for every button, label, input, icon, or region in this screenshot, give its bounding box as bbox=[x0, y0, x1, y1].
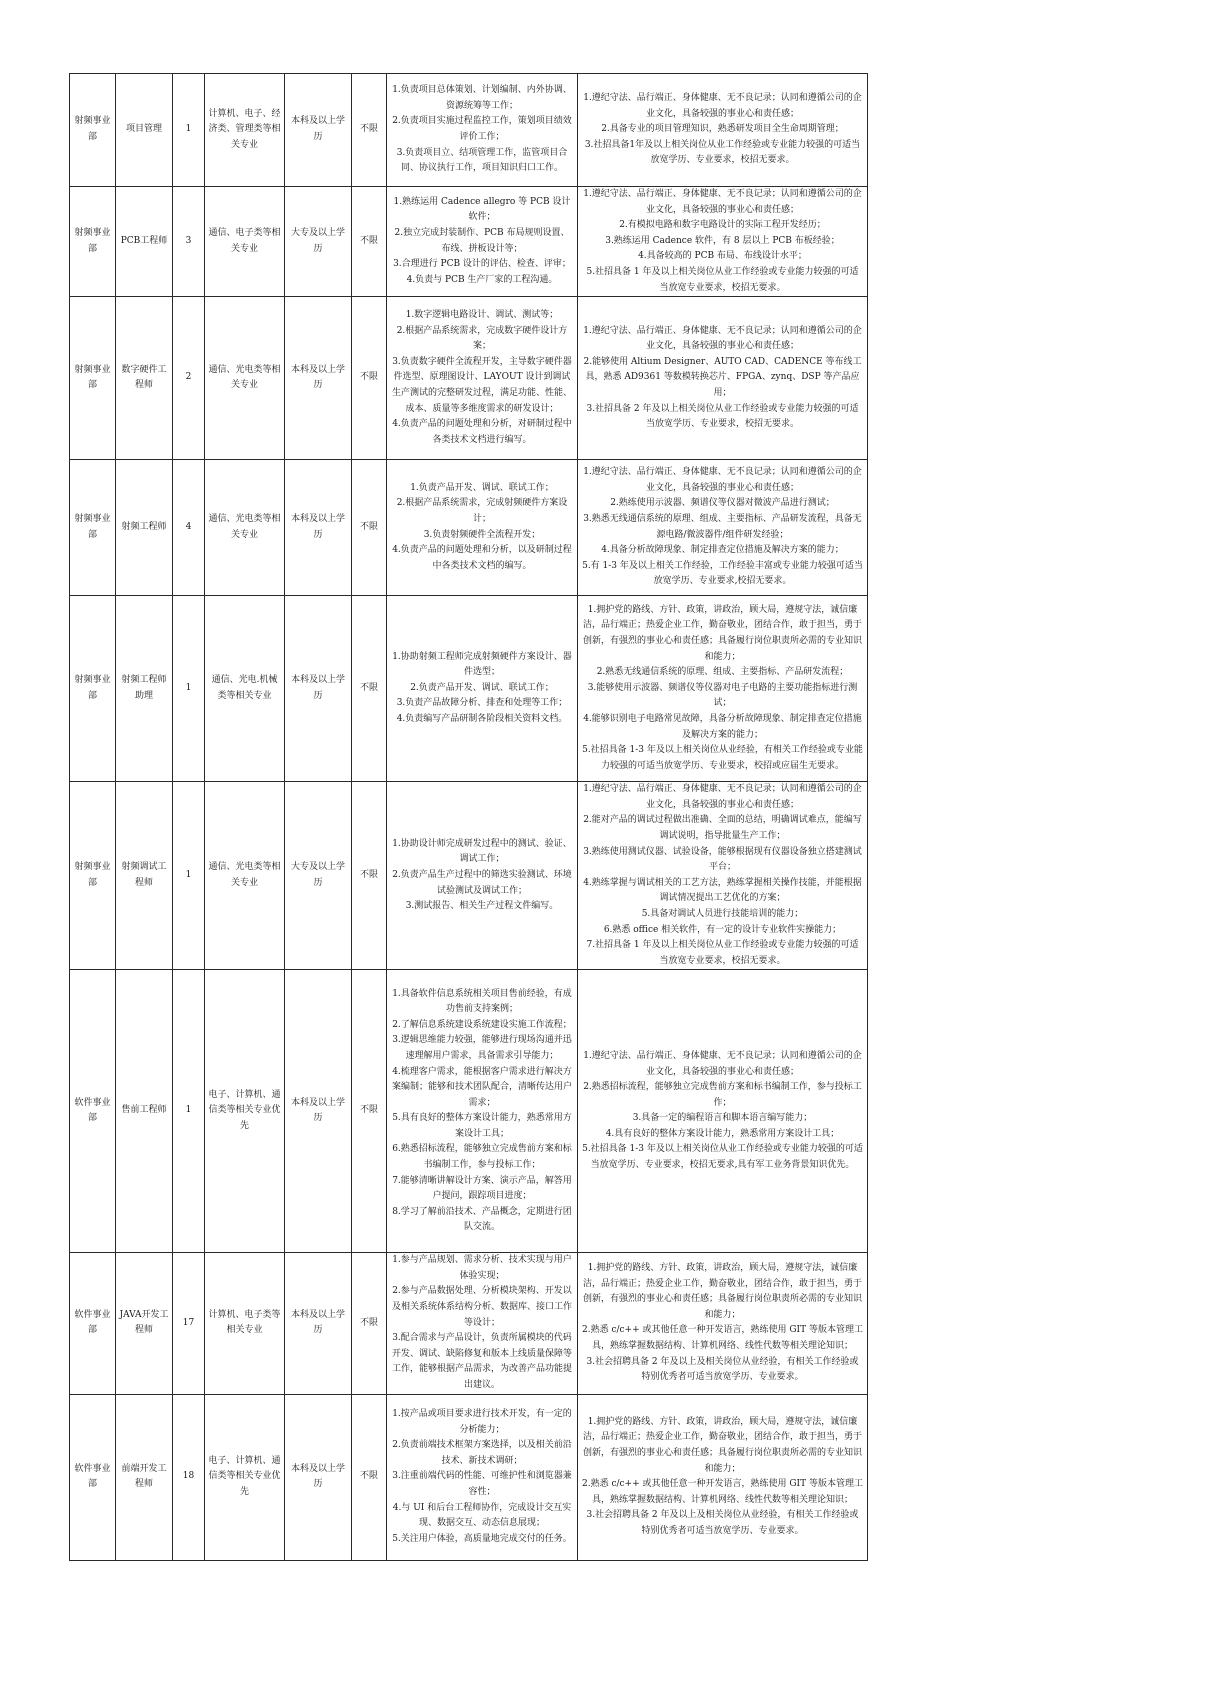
requirement-line: 2.有模拟电路和数字电路设计的实际工程开发经历； bbox=[619, 220, 826, 231]
cell-major: 计算机、电子类等相关专业 bbox=[205, 1253, 285, 1394]
table-row bbox=[70, 1253, 868, 1394]
cell-age: 不限 bbox=[352, 1253, 387, 1394]
requirement-line: 1.遵纪守法、品行端正、身体健康、无不良记录；认同和遵循公司的企业文化，具备较强的事业心和责任感； bbox=[583, 325, 862, 352]
cell-requirements bbox=[578, 1253, 868, 1394]
duty-line: 3.负责项目立、结项管理工作，监管项目合同、协议执行工作，项目知识归口工作。 bbox=[396, 147, 568, 174]
cell-age: 不限 bbox=[352, 970, 387, 1253]
duty-line: 2.参与产品数据处理、分析模块架构、开发以及相关系统体系结构分析、数据库、接口工作等设计； bbox=[391, 1286, 572, 1328]
cell-duties bbox=[387, 74, 578, 187]
cell-age: 不限 bbox=[352, 460, 387, 596]
cell-position: 射频工程师助理 bbox=[116, 596, 173, 782]
duty-line: 2.负责项目实施过程监控工作，策划项目绩效评价工作； bbox=[392, 116, 572, 142]
duty-line: 7.能够清晰讲解设计方案、演示产品，解答用户提问，跟踪项目进度； bbox=[392, 1175, 572, 1202]
duty-line: 3.配合需求与产品设计，负责所属模块的代码开发、调试、缺陷修复和版本上线质量保障等工作，能够根据产品需求，为改善产品功能提出建议。 bbox=[391, 1333, 572, 1391]
cell-headcount: 1 bbox=[173, 596, 205, 782]
duty-line: 4.负责产品的问题处理和分析，以及研制过程中各类技术文档的编写。 bbox=[392, 545, 572, 571]
cell-position: 项目管理 bbox=[116, 74, 173, 187]
duty-line: 2.负责前端技术框架方案选择，以及相关前沿技术、新技术调研； bbox=[392, 1440, 572, 1466]
duty-line: 4.负责与 PCB 生产厂家的工程沟通。 bbox=[406, 274, 558, 285]
cell-education: 大专及以上学历 bbox=[285, 187, 352, 297]
requirement-line: 5.有 1-3 年及以上相关工作经验，工作经验丰富或专业能力较强可适当放宽学历、专业要求,校招无要求。 bbox=[582, 560, 863, 587]
cell-duties bbox=[387, 1253, 578, 1394]
cell-position: 射频工程师 bbox=[116, 460, 173, 596]
requirement-line: 5.社招具备 1 年及以上相关岗位从业工作经验或专业能力较强的可适当放宽专业要求，校招无要求。 bbox=[586, 266, 859, 293]
cell-department: 射频事业部 bbox=[70, 596, 116, 782]
cell-department: 射频事业部 bbox=[70, 460, 116, 596]
requirement-line: 1.拥护党的路线、方针、政策，讲政治，顾大局，遵规守法，诚信廉洁，品行端正；热爱企业工作，勤奋敬业，团结合作，敢于担当，勇于创新，有强烈的事业心和责任感；具备履行岗位职责所必需的专业知识和能力； bbox=[582, 1263, 862, 1320]
cell-age: 不限 bbox=[352, 782, 387, 970]
requirement-line: 2.熟练使用示波器、频谱仪等仪器对微波产品进行测试； bbox=[610, 498, 835, 509]
requirement-line: 2.能够使用 Altium Designer、AUTO CAD、CADENCE 等布线工具，熟悉 AD9361 等数模转换芯片、FPGA、zynq、DSP 等产品应用； bbox=[583, 356, 862, 398]
requirement-line: 3.熟悉无线通信系统的原理、组成、主要指标、产品研发流程，具备无源电路/微波器件/组件研发经验； bbox=[583, 514, 862, 540]
duty-line: 1.负责产品开发、调试、联试工作； bbox=[410, 482, 554, 493]
cell-requirements bbox=[578, 596, 868, 782]
requirement-line: 1.遵纪守法、品行端正、身体健康、无不良记录；认同和遵循公司的企业文化，具备较强的事业心和责任感； bbox=[583, 467, 862, 493]
duty-line: 1.熟练运用 Cadence allegro 等 PCB 设计软件； bbox=[393, 196, 571, 223]
duty-line: 4.梳理客户需求，能根据客户需求进行解决方案编制；能够和技术团队配合，清晰传达用户需求； bbox=[391, 1066, 572, 1108]
requirement-line: 1.遵纪守法、品行端正、身体健康、无不良记录；认同和遵循公司的企业文化，具备较强的事业心和责任感； bbox=[583, 189, 862, 215]
duty-line: 4.负责编写产品研制各阶段相关资料文档。 bbox=[396, 714, 568, 725]
cell-major: 电子、计算机、通信类等相关专业优先 bbox=[205, 1394, 285, 1560]
cell-major: 通信、光电.机械类等相关专业 bbox=[205, 596, 285, 782]
cell-education: 本科及以上学历 bbox=[285, 1394, 352, 1560]
requirement-line: 4.能够识别电子电路常见故障，具备分析故障现象、制定排查定位措施及解决方案的能力； bbox=[583, 714, 862, 740]
cell-duties bbox=[387, 596, 578, 782]
cell-duties bbox=[387, 297, 578, 460]
cell-duties bbox=[387, 187, 578, 297]
requirement-line: 3.熟练运用 Cadence 软件，有 8 层以上 PCB 布板经验； bbox=[605, 235, 840, 246]
requirement-line: 6.熟悉 office 相关软件，有一定的设计专业软件实操能力； bbox=[603, 924, 842, 935]
requirement-line: 1.拥护党的路线、方针、政策，讲政治，顾大局，遵规守法，诚信廉洁，品行端正；热爱企业工作，勤奋敬业，团结合作，敢于担当，勇于创新，有强烈的事业心和责任感；具备履行岗位职责所必需的专业知识和能力； bbox=[582, 1416, 862, 1474]
duty-line: 1.协助设计师完成研发过程中的测试、验证、调试工作； bbox=[392, 838, 572, 865]
cell-duties bbox=[387, 782, 578, 970]
table-row bbox=[70, 74, 868, 187]
cell-department: 软件事业部 bbox=[70, 1253, 116, 1394]
cell-education: 本科及以上学历 bbox=[285, 970, 352, 1253]
requirement-line: 3.社招具备1年及以上相关岗位从业工作经验或专业能力较强的可适当放宽学历、专业要求，校招无要求。 bbox=[584, 139, 861, 166]
cell-duties bbox=[387, 460, 578, 596]
cell-education: 大专及以上学历 bbox=[285, 782, 352, 970]
requirement-line: 2.熟悉招标流程，能够独立完成售前方案和标书编制工作，参与投标工作； bbox=[583, 1082, 862, 1108]
requirement-line: 2.熟悉 c/c++ 或其他任意一种开发语言，熟练使用 GIT 等版本管理工具，熟练掌握数据结构、计算机网络、线性代数等相关理论知识； bbox=[582, 1325, 863, 1352]
cell-requirements bbox=[578, 970, 868, 1253]
table-row bbox=[70, 970, 868, 1253]
duty-line: 3.注重前端代码的性能、可维护性和浏览器兼容性； bbox=[392, 1471, 572, 1497]
requirement-line: 2.熟悉 c/c++ 或其他任意一种开发语言，熟练使用 GIT 等版本管理工具，熟练掌握数据结构、计算机网络、线性代数等相关理论知识； bbox=[582, 1479, 863, 1505]
duty-line: 3.逻辑思维能力较强，能够进行现场沟通并迅速理解用户需求，具备需求引导能力； bbox=[392, 1035, 572, 1061]
cell-headcount: 1 bbox=[173, 74, 205, 187]
requirement-line: 1.遵纪守法、品行端正、身体健康、无不良记录；认同和遵循公司的企业文化，具备较强的事业心和责任感； bbox=[583, 93, 862, 119]
cell-department: 软件事业部 bbox=[70, 970, 116, 1253]
cell-age: 不限 bbox=[352, 297, 387, 460]
requirement-line: 2.具备专业的项目管理知识，熟悉研发项目全生命周期管理； bbox=[601, 124, 844, 135]
cell-department: 射频事业部 bbox=[70, 187, 116, 297]
cell-requirements bbox=[578, 782, 868, 970]
duty-line: 1.具备软件信息系统相关项目售前经验，有成功售前支持案例； bbox=[392, 988, 572, 1015]
cell-education: 本科及以上学历 bbox=[285, 460, 352, 596]
requirement-line: 1.遵纪守法、品行端正、身体健康、无不良记录；认同和遵循公司的企业文化，具备较强的事业心和责任感； bbox=[583, 784, 862, 810]
cell-major: 通信、电子类等相关专业 bbox=[205, 187, 285, 297]
cell-position: PCB工程师 bbox=[116, 187, 173, 297]
cell-headcount: 17 bbox=[173, 1253, 205, 1394]
duty-line: 3.负责射频硬件全流程开发； bbox=[423, 529, 541, 540]
duty-line: 2.了解信息系统建设系统建设实施工作流程； bbox=[392, 1019, 572, 1030]
cell-position: 数字硬件工程师 bbox=[116, 297, 173, 460]
cell-duties bbox=[387, 1394, 578, 1560]
cell-major: 计算机、电子、经济类、管理类等相关专业 bbox=[205, 74, 285, 187]
requirement-line: 7.社招具备 1 年及以上相关岗位从业工作经验或专业能力较强的可适当放宽专业要求，校招无要求。 bbox=[586, 940, 859, 966]
duty-line: 2.独立完成封装制作、PCB 布局规则设置、布线、拼板设计等； bbox=[394, 227, 570, 254]
table-row bbox=[70, 596, 868, 782]
requirement-line: 3.能够使用示波器、频谱仪等仪器对电子电路的主要功能指标进行测试； bbox=[587, 682, 858, 709]
cell-headcount: 3 bbox=[173, 187, 205, 297]
requirement-line: 4.具备分析故障现象、制定排查定位措施及解决方案的能力； bbox=[601, 545, 844, 556]
requirement-line: 4.具备较高的 PCB 布局、布线设计水平； bbox=[638, 251, 807, 262]
cell-position: 前端开发工程师 bbox=[116, 1394, 173, 1560]
cell-requirements bbox=[578, 1394, 868, 1560]
duty-line: 3.合理进行 PCB 设计的评估、检查、评审； bbox=[393, 259, 571, 270]
cell-department: 射频事业部 bbox=[70, 782, 116, 970]
cell-age: 不限 bbox=[352, 187, 387, 297]
requirement-line: 4.熟练掌握与调试相关的工艺方法，熟练掌握相关操作技能，并能根据调试情况提出工艺优化的方案； bbox=[583, 877, 862, 904]
cell-age: 不限 bbox=[352, 596, 387, 782]
cell-headcount: 1 bbox=[173, 782, 205, 970]
cell-department: 射频事业部 bbox=[70, 74, 116, 187]
duty-line: 1.数字逻辑电路设计、调试、测试等； bbox=[405, 309, 559, 320]
cell-education: 本科及以上学历 bbox=[285, 1253, 352, 1394]
cell-major: 通信、光电类等相关专业 bbox=[205, 460, 285, 596]
cell-headcount: 2 bbox=[173, 297, 205, 460]
cell-requirements bbox=[578, 74, 868, 187]
requirement-line: 1.遵纪守法、品行端正、身体健康、无不良记录；认同和遵循公司的企业文化，具备较强的事业心和责任感； bbox=[583, 1050, 862, 1077]
cell-department: 软件事业部 bbox=[70, 1394, 116, 1560]
recruitment-table bbox=[69, 73, 868, 1561]
table-row bbox=[70, 297, 868, 460]
requirement-line: 1.拥护党的路线、方针、政策，讲政治，顾大局，遵规守法，诚信廉洁，品行端正；热爱企业工作，勤奋敬业，团结合作，敢于担当，勇于创新，有强烈的事业心和责任感；具备履行岗位职责所必需的专业知识和能力； bbox=[582, 604, 862, 662]
duty-line: 2.负责产品开发、调试、联试工作； bbox=[410, 682, 554, 693]
duty-line: 4.与 UI 和后台工程师协作，完成设计交互实现、数据交互、动态信息展现； bbox=[392, 1502, 572, 1529]
requirement-line: 2.能对产品的调试过程做出准确、全面的总结，明确调试难点，能编写调试说明，指导批量生产工作； bbox=[583, 815, 862, 841]
cell-headcount: 18 bbox=[173, 1394, 205, 1560]
duty-line: 8.学习了解前沿技术、产品概念，定期进行团队交流。 bbox=[392, 1206, 572, 1233]
cell-major: 电子、计算机、通信类等相关专业优先 bbox=[205, 970, 285, 1253]
table-row bbox=[70, 460, 868, 596]
duty-line: 2.根据产品系统需求，完成射频硬件方案设计； bbox=[396, 498, 568, 525]
requirement-line: 3.具备一定的编程语言和脚本语言编写能力； bbox=[632, 1113, 813, 1124]
requirement-line: 5.社招具备 1-3 年及以上相关岗位从业经验，有相关工作经验或专业能力较强的可适当放宽学历、专业要求，校招或应届生无要求。 bbox=[582, 745, 863, 771]
requirement-line: 3.熟练使用测试仪器、试验设备，能够根据现有仪器设备独立搭建测试平台； bbox=[583, 846, 862, 873]
duty-line: 4.负责产品的问题处理和分析，对研制过程中各类技术文档进行编写。 bbox=[392, 419, 572, 445]
recruitment-page bbox=[69, 73, 867, 1561]
requirement-line: 2.熟悉无线通信系统的原理、组成、主要指标、产品研发流程； bbox=[596, 667, 849, 678]
duty-line: 1.按产品或项目要求进行技术开发，有一定的分析能力； bbox=[392, 1408, 572, 1435]
requirement-line: 4.具有良好的整体方案设计能力，熟悉常用方案设计工具； bbox=[605, 1128, 840, 1139]
cell-age: 不限 bbox=[352, 74, 387, 187]
duty-line: 5.具有良好的整体方案设计能力，熟悉常用方案设计工具； bbox=[392, 1113, 572, 1139]
cell-education: 本科及以上学历 bbox=[285, 297, 352, 460]
requirement-line: 5.具备对调试人员进行技能培训的能力； bbox=[641, 908, 804, 919]
cell-department: 射频事业部 bbox=[70, 297, 116, 460]
cell-headcount: 1 bbox=[173, 970, 205, 1253]
cell-education: 本科及以上学历 bbox=[285, 74, 352, 187]
duty-line: 3.测试报告、相关生产过程文件编写。 bbox=[405, 901, 559, 912]
requirement-line: 3.社招具备 2 年及以上相关岗位从业工作经验或专业能力较强的可适当放宽学历、专业要求，校招无要求。 bbox=[586, 403, 859, 430]
cell-education: 本科及以上学历 bbox=[285, 596, 352, 782]
duty-line: 5.关注用户体验，高质量地完成交付的任务。 bbox=[392, 1533, 572, 1544]
duty-line: 2.根据产品系统需求，完成数字硬件设计方案； bbox=[396, 325, 568, 352]
requirement-line: 5.社招具备 1-3 年及以上相关岗位从业工作经验或专业能力较强的可适当放宽学历、专业要求，校招无要求,具有军工业务背景知识优先。 bbox=[582, 1144, 863, 1171]
cell-position: 射频调试工程师 bbox=[116, 782, 173, 970]
duty-line: 1.参与产品规划、需求分析、技术实现与用户体验实现； bbox=[392, 1255, 572, 1281]
duty-line: 1.负责项目总体策划、计划编制、内外协调、资源统筹等工作； bbox=[392, 85, 572, 111]
duty-line: 6.熟悉招标流程，能够独立完成售前方案和标书编制工作，参与投标工作； bbox=[392, 1144, 572, 1171]
cell-major: 通信、光电类等相关专业 bbox=[205, 782, 285, 970]
duty-line: 3.负责产品故障分析、排查和处理等工作； bbox=[396, 698, 568, 709]
cell-requirements bbox=[578, 297, 868, 460]
requirement-line: 3.社会招聘具备 2 年及以上及相关岗位从业经验，有相关工作经验或特别优秀者可适当放宽学历、专业要求。 bbox=[586, 1510, 859, 1536]
cell-position: 售前工程师 bbox=[116, 970, 173, 1253]
cell-requirements bbox=[578, 187, 868, 297]
cell-age: 不限 bbox=[352, 1394, 387, 1560]
cell-position: JAVA开发工程师 bbox=[116, 1253, 173, 1394]
table-row bbox=[70, 1394, 868, 1560]
table-row bbox=[70, 782, 868, 970]
duty-line: 3.负责数字硬件全流程开发，主导数字硬件器件选型、原理图设计、LAYOUT 设计到调试生产测试的完整研发过程，满足功能、性能、成本、质量等多维度需求的研发设计； bbox=[391, 356, 572, 414]
duty-line: 2.负责产品生产过程中的筛选实验测试、环境试验测试及调试工作； bbox=[392, 869, 572, 896]
duty-line: 1.协助射频工程师完成射频硬件方案设计、器件选型； bbox=[392, 651, 572, 678]
table-row bbox=[70, 187, 868, 297]
cell-duties bbox=[387, 970, 578, 1253]
cell-headcount: 4 bbox=[173, 460, 205, 596]
requirement-line: 3.社会招聘具备 2 年及以上及相关岗位从业经验，有相关工作经验或特别优秀者可适当放宽学历、专业要求。 bbox=[586, 1356, 859, 1383]
cell-major: 通信、光电类等相关专业 bbox=[205, 297, 285, 460]
cell-requirements bbox=[578, 460, 868, 596]
